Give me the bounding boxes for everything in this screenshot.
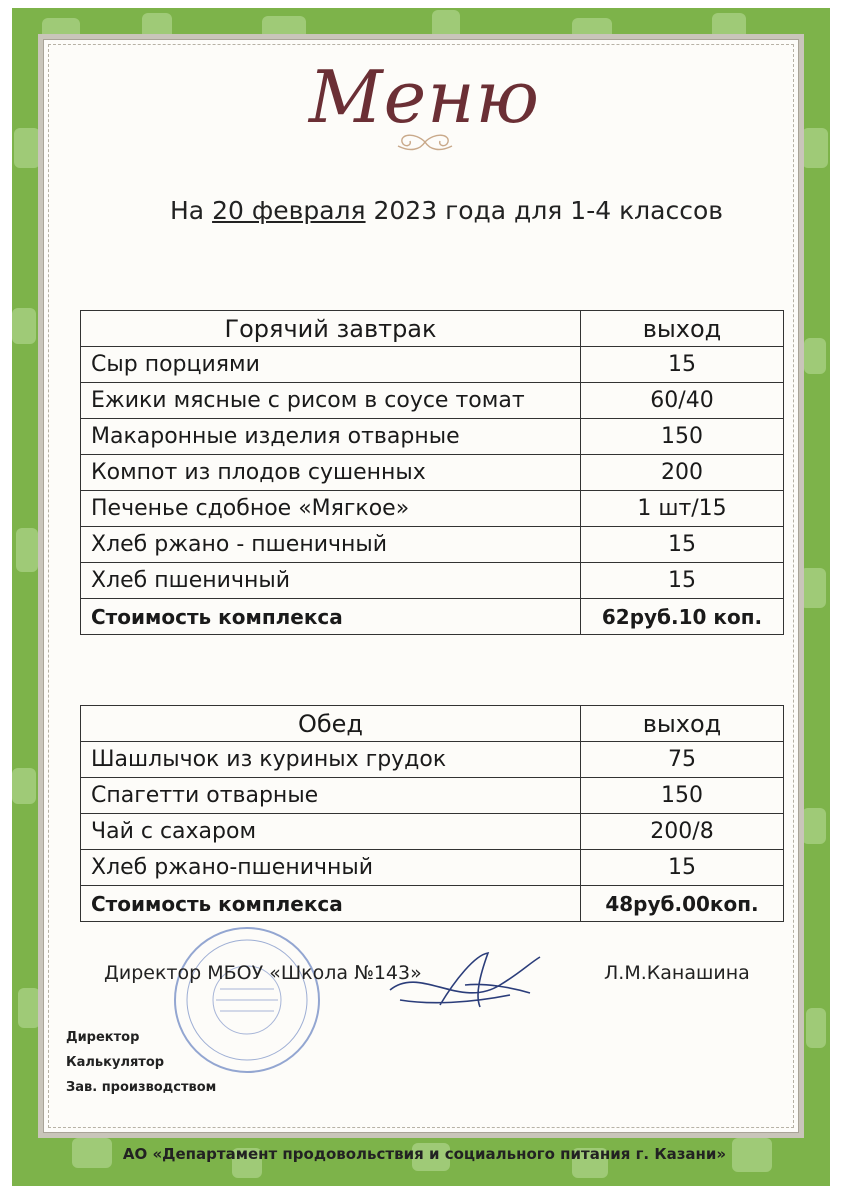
table-header-row xyxy=(81,311,784,347)
director-name: Л.М.Канашина xyxy=(604,962,750,984)
background-food-icon xyxy=(16,528,38,572)
total-label: Стоимость комплекса xyxy=(81,599,581,635)
breakfast-value-header: выход xyxy=(581,311,784,347)
lunch-table xyxy=(80,705,784,922)
item-name: Шашлычок из куриных грудок xyxy=(81,742,581,778)
background-food-icon xyxy=(802,808,826,844)
table-row xyxy=(81,419,784,455)
item-value: 1 шт/15 xyxy=(581,491,784,527)
page-title: Меню xyxy=(308,55,541,139)
side-label-production: Зав. производством xyxy=(66,1080,217,1095)
table-row xyxy=(81,491,784,527)
table-header-row xyxy=(81,706,784,742)
item-name: Хлеб ржано - пшеничный xyxy=(81,527,581,563)
background-food-icon xyxy=(12,308,36,344)
official-stamp xyxy=(172,925,322,1075)
background-food-icon xyxy=(804,338,826,374)
subtitle-suffix: 2023 года для 1-4 классов xyxy=(365,196,723,225)
table-row xyxy=(81,455,784,491)
menu-subtitle xyxy=(170,196,723,225)
lunch-value-header: выход xyxy=(581,706,784,742)
item-name: Макаронные изделия отварные xyxy=(81,419,581,455)
subtitle-date: 20 февраля xyxy=(212,196,366,225)
item-value: 75 xyxy=(581,742,784,778)
item-value: 150 xyxy=(581,778,784,814)
item-value: 15 xyxy=(581,347,784,383)
breakfast-header: Горячий завтрак xyxy=(81,311,581,347)
item-value: 15 xyxy=(581,527,784,563)
breakfast-table xyxy=(80,310,784,635)
item-name: Хлеб пшеничный xyxy=(81,563,581,599)
item-name: Компот из плодов сушенных xyxy=(81,455,581,491)
total-row xyxy=(81,599,784,635)
table-row xyxy=(81,850,784,886)
table-row xyxy=(81,527,784,563)
flourish-ornament xyxy=(380,130,470,154)
item-value: 60/40 xyxy=(581,383,784,419)
total-row xyxy=(81,886,784,922)
side-label-director: Директор xyxy=(66,1030,140,1045)
item-name: Спагетти отварные xyxy=(81,778,581,814)
background-food-icon xyxy=(806,1008,826,1048)
item-name: Сыр порциями xyxy=(81,347,581,383)
director-position: Директор МБОУ «Школа №143» xyxy=(104,962,422,984)
item-value: 150 xyxy=(581,419,784,455)
total-value: 48руб.00коп. xyxy=(581,886,784,922)
background-food-icon xyxy=(18,988,40,1028)
item-value: 200 xyxy=(581,455,784,491)
table-row xyxy=(81,814,784,850)
total-label: Стоимость комплекса xyxy=(81,886,581,922)
subtitle-prefix: На xyxy=(170,196,213,225)
item-name: Хлеб ржано-пшеничный xyxy=(81,850,581,886)
table-row xyxy=(81,742,784,778)
lunch-header: Обед xyxy=(81,706,581,742)
table-row xyxy=(81,383,784,419)
item-name: Чай с сахаром xyxy=(81,814,581,850)
table-row xyxy=(81,778,784,814)
background-food-icon xyxy=(12,768,36,804)
table-row xyxy=(81,563,784,599)
side-label-calculator: Калькулятор xyxy=(66,1055,165,1070)
item-value: 15 xyxy=(581,563,784,599)
item-name: Печенье сдобное «Мягкое» xyxy=(81,491,581,527)
item-value: 200/8 xyxy=(581,814,784,850)
item-value: 15 xyxy=(581,850,784,886)
total-value: 62руб.10 коп. xyxy=(581,599,784,635)
table-row xyxy=(81,347,784,383)
footer-organization: АО «Департамент продовольствия и социального питания г. Казани» xyxy=(122,1145,727,1163)
item-name: Ежики мясные с рисом в соусе томат xyxy=(81,383,581,419)
